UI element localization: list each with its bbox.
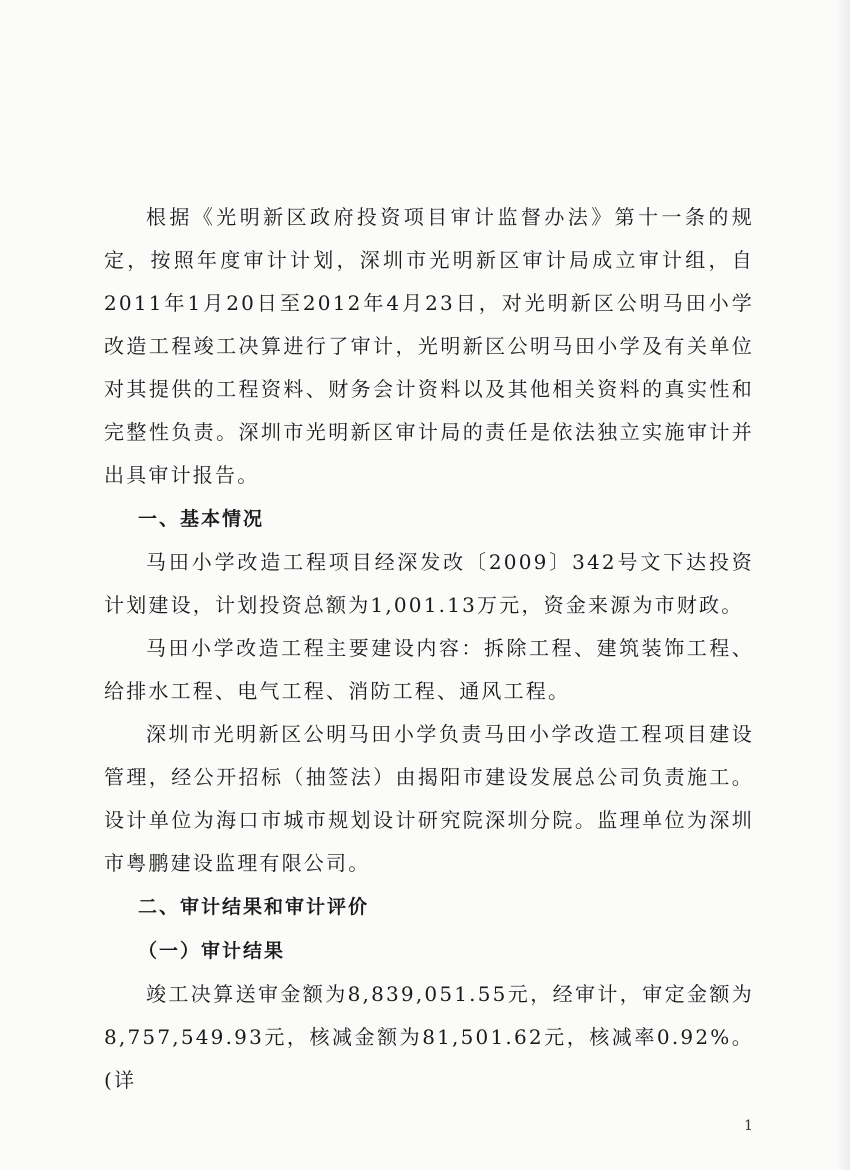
- document-body: [104, 196, 754, 1102]
- basic-info-paragraph-3: 深圳市光明新区公明马田小学负责马田小学改造工程项目建设管理，经公开招标（抽签法）由揭阳市建设发展总公司负责施工。设计单位为海口市城市规划设计研究院深圳分院。监理单位为深圳市粤鹏建设监理有限公司。: [104, 722, 754, 875]
- results-paragraph-1: 竣工决算送审金额为8,839,051.55元，经审计，审定金额为8,757,549.93元，核减金额为81,501.62元，核减率0.92%。(详: [104, 982, 754, 1092]
- page-number: 1: [744, 1118, 753, 1134]
- subsection-heading-results: （一）审计结果: [138, 940, 286, 962]
- section-heading-audit-results: 二、审计结果和审计评价: [138, 896, 370, 918]
- basic-info-paragraph-1: 马田小学改造工程项目经深发改〔2009〕342号文下达投资计划建设，计划投资总额为1,001.13万元，资金来源为市财政。: [104, 550, 754, 617]
- basic-info-paragraph-2: 马田小学改造工程主要建设内容：拆除工程、建筑装饰工程、给排水工程、电气工程、消防工程、通风工程。: [104, 636, 754, 703]
- intro-paragraph: 根据《光明新区政府投资项目审计监督办法》第十一条的规定，按照年度审计计划，深圳市光明新区审计局成立审计组，自2011年1月20日至2012年4月23日，对光明新区公明马田小学改造工程竣工决算进行了审计，光明新区公明马田小学及有关单位对其提供的工程资料、财务会计资料以及其他相关资料的真实性和完整性负责。深圳市光明新区审计局的责任是依法独立实施审计并出具审计报告。: [104, 205, 754, 487]
- scan-edge-shadow: [836, 0, 850, 1170]
- section-heading-basic-info: 一、基本情况: [138, 508, 265, 530]
